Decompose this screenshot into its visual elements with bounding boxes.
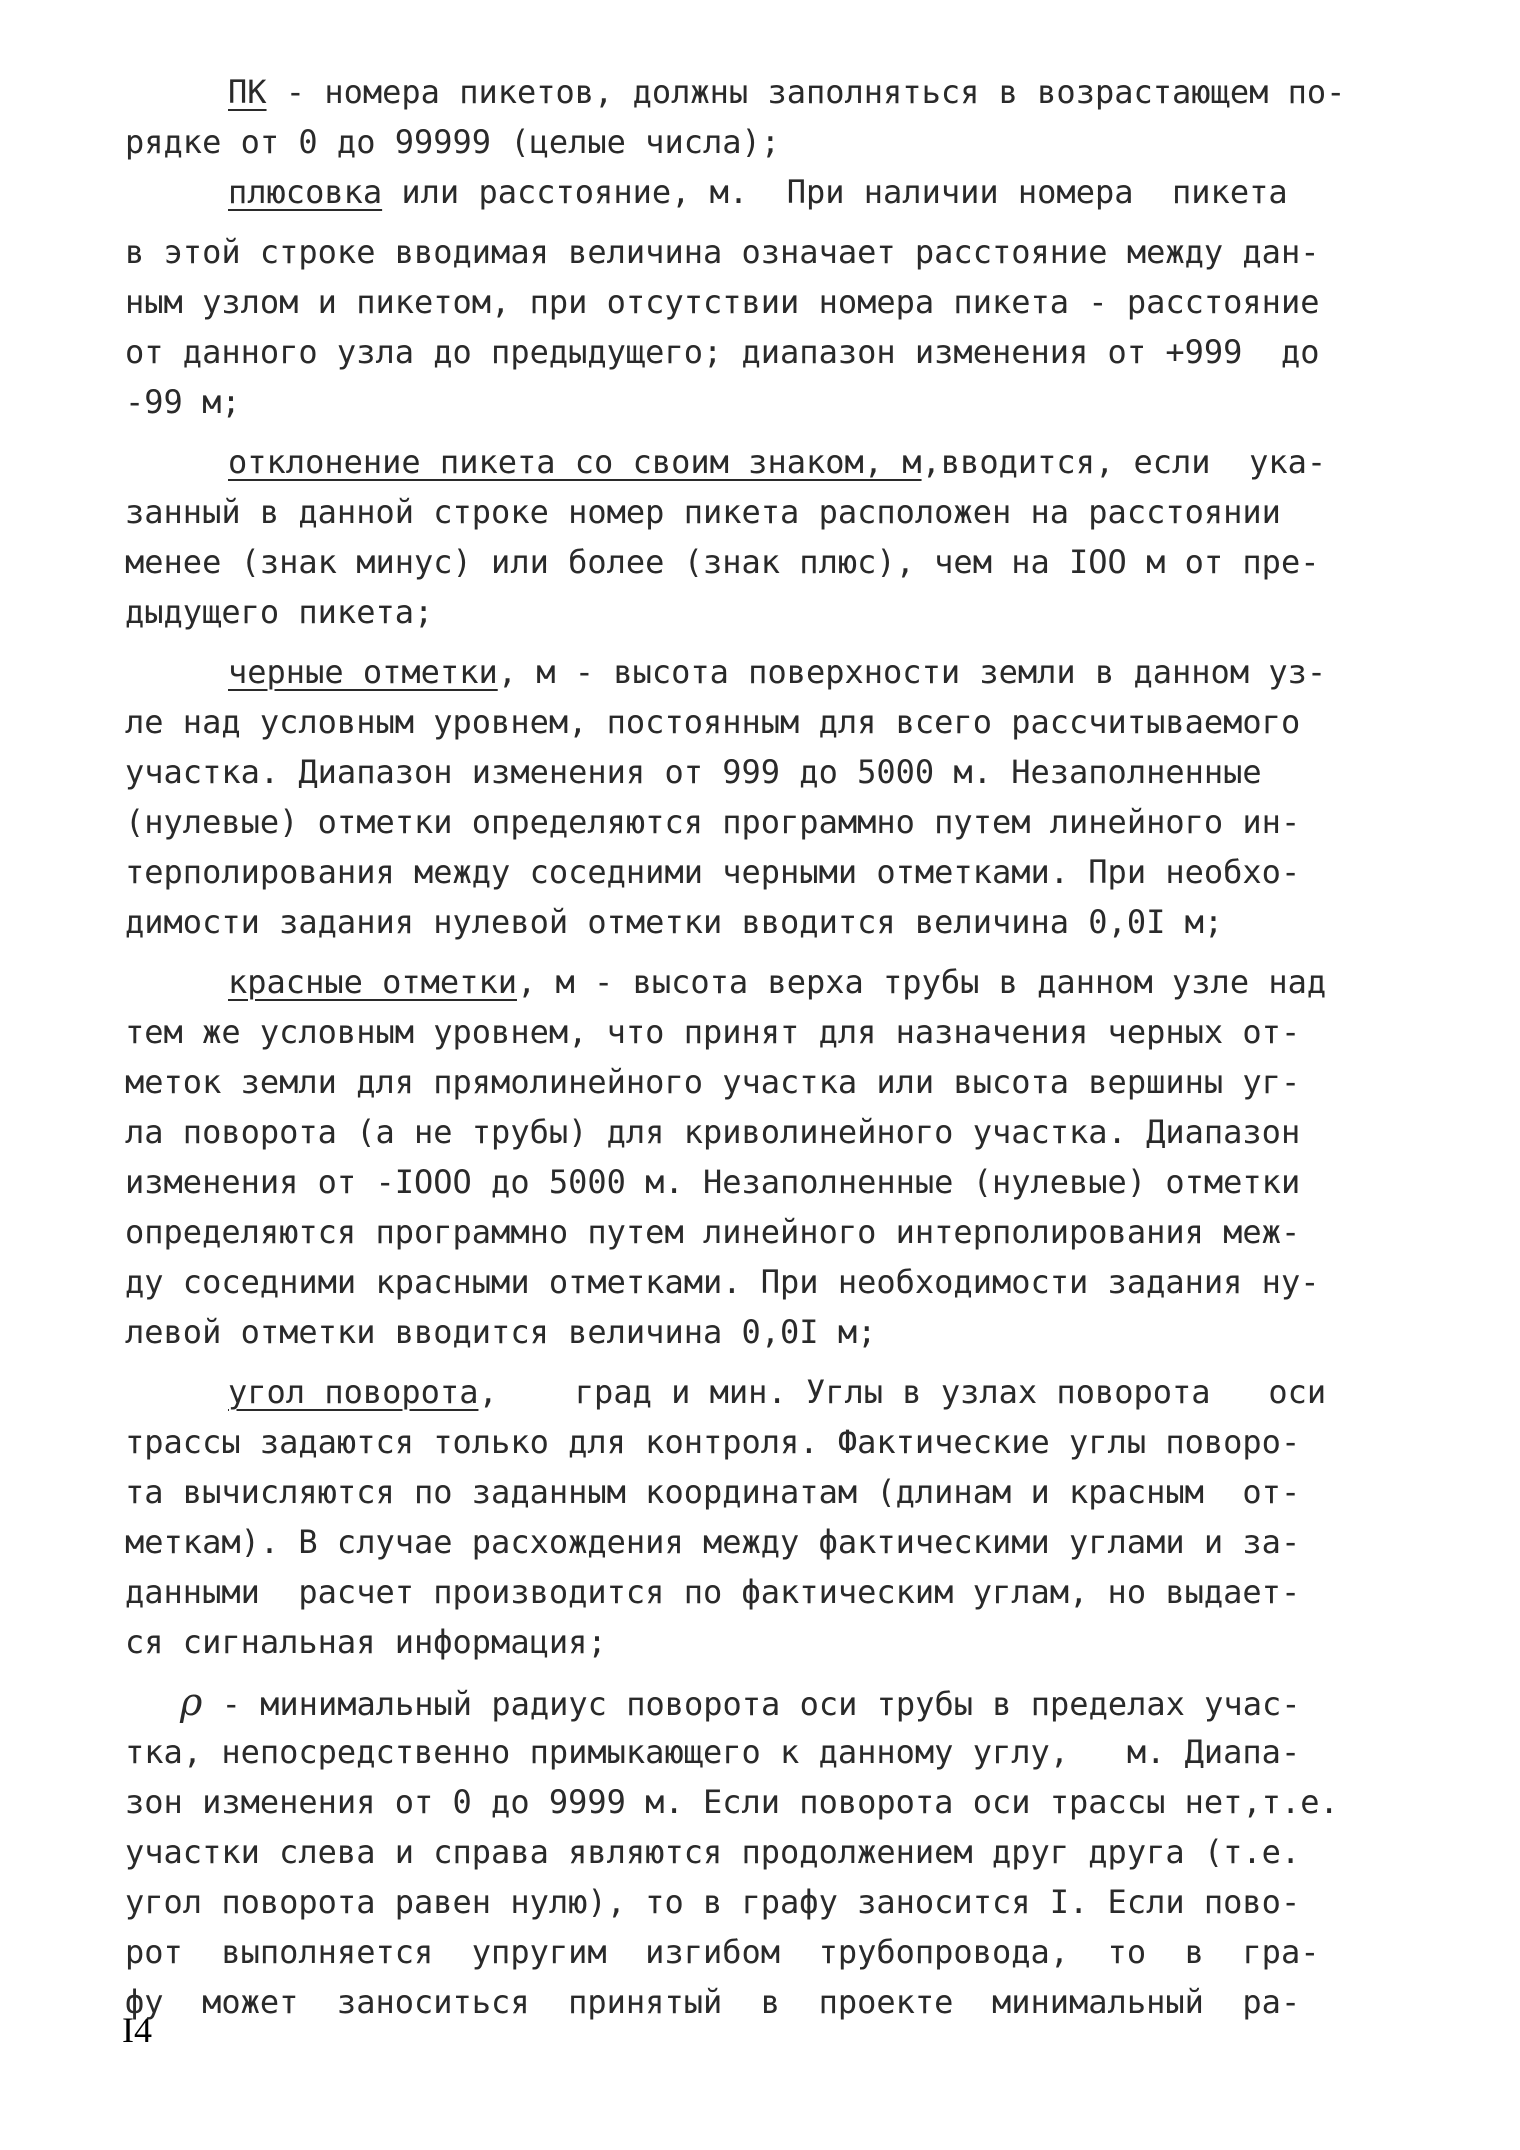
line-text: тка, непосредственно примыкающего к данному углу, м. Диапа- (125, 1733, 1301, 1771)
line-text: ,вводится, если ука- (921, 443, 1327, 481)
text-line (125, 1207, 1300, 1257)
text-line (228, 437, 1326, 487)
line-text: трассы задаются только для контроля. Фактические углы поворо- (125, 1423, 1301, 1461)
line-text: ла поворота (а не трубы) для криволинейного участка. Диапазон (125, 1113, 1301, 1151)
text-line (125, 797, 1300, 847)
line-text: левой отметки вводится величина 0,0I м; (125, 1313, 877, 1351)
line-text: участка. Диапазон изменения от 999 до 5000 м. Незаполненные (125, 753, 1262, 791)
underlined-term: красные отметки (228, 963, 517, 1001)
text-line (125, 587, 433, 637)
underlined-term: угол поворота (228, 1373, 479, 1411)
line-text: или расстояние, м. При наличии номера пикета (382, 173, 1288, 211)
rho-symbol: ρ (180, 1680, 203, 1724)
text-line (125, 1107, 1300, 1157)
line-text: рядке от 0 до 99999 (целые числа); (125, 123, 781, 161)
text-line (228, 647, 1326, 697)
text-line (125, 1007, 1300, 1057)
text-line (125, 1617, 607, 1667)
line-text: рот выполняется упругим изгибом трубопровода, то в гра- (125, 1933, 1320, 1971)
underlined-term: ПК (228, 73, 267, 111)
line-text: изменения от -IOOO до 5000 м. Незаполненные (нулевые) отметки (125, 1163, 1301, 1201)
text-line (125, 1257, 1319, 1307)
text-line (125, 1517, 1300, 1567)
text-line (125, 1927, 1319, 1977)
line-text: , град и мин. Углы в узлах поворота оси (478, 1373, 1327, 1411)
line-text: -99 м; (125, 383, 241, 421)
line-text: фу может заноситься принятый в проекте минимальный ра- (125, 1983, 1301, 2021)
underlined-term: отклонение пикета со своим знаком, м (228, 443, 922, 481)
line-text: зон изменения от 0 до 9999 м. Если поворота оси трассы нет,т.е. (125, 1783, 1339, 1821)
text-line (228, 957, 1326, 1007)
line-text: в этой строке вводимая величина означает расстояние между дан- (125, 233, 1320, 271)
text-line (180, 1677, 1300, 1727)
line-text: участки слева и справа являются продолжением друг друга (т.е. (125, 1833, 1301, 1871)
text-line (125, 1777, 1339, 1827)
line-text: занный в данной строке номер пикета расположен на расстоянии (125, 493, 1281, 531)
text-line (125, 1417, 1300, 1467)
line-text: угол поворота равен нулю), то в графу заносится I. Если пово- (125, 1883, 1301, 1921)
text-line (125, 847, 1300, 897)
text-line (125, 1307, 876, 1357)
line-text: менее (знак минус) или более (знак плюс), чем на IOO м от пре- (125, 543, 1320, 581)
line-text: ся сигнальная информация; (125, 1623, 607, 1661)
text-line (125, 537, 1319, 587)
line-text: меткам). В случае расхождения между фактическими углами и за- (125, 1523, 1301, 1561)
line-text: димости задания нулевой отметки вводится величина 0,0I м; (125, 903, 1224, 941)
text-line (125, 327, 1319, 377)
line-text: , м - высота поверхности земли в данном уз- (497, 653, 1327, 691)
line-text: от данного узла до предыдущего; диапазон изменения от +999 до (125, 333, 1320, 371)
line-text: определяются программно путем линейного интерполирования меж- (125, 1213, 1301, 1251)
line-text: (нулевые) отметки определяются программно путем линейного ин- (125, 803, 1301, 841)
line-text: - номера пикетов, должны заполняться в возрастающем по- (266, 73, 1346, 111)
text-line (125, 1567, 1300, 1617)
text-line (228, 167, 1288, 217)
text-line (125, 747, 1262, 797)
text-line (125, 487, 1281, 537)
line-text: терполирования между соседними черными отметками. При необхо- (125, 853, 1301, 891)
text-line (125, 1467, 1300, 1517)
text-line (125, 697, 1300, 747)
line-text: ду соседними красными отметками. При необходимости задания ну- (125, 1263, 1320, 1301)
line-text: данными расчет производится по фактическим углам, но выдает- (125, 1573, 1301, 1611)
text-line (125, 377, 241, 427)
line-text: ле над условным уровнем, постоянным для всего рассчитываемого (125, 703, 1301, 741)
text-line (125, 227, 1319, 277)
text-line (125, 1057, 1300, 1107)
line-text: ным узлом и пикетом, при отсутствии номера пикета - расстояние (125, 283, 1320, 321)
text-line (125, 277, 1319, 327)
page-number: I4 (122, 2010, 152, 2050)
text-line (125, 1977, 1300, 2027)
text-line (125, 897, 1223, 947)
line-text: - минимальный радиус поворота оси трубы в пределах учас- (202, 1685, 1301, 1723)
underlined-term: черные отметки (228, 653, 498, 691)
text-line (125, 1877, 1300, 1927)
line-text: меток земли для прямолинейного участка или высота вершины уг- (125, 1063, 1301, 1101)
line-text: дыдущего пикета; (125, 593, 434, 631)
line-text: та вычисляются по заданным координатам (длинам и красным от- (125, 1473, 1301, 1511)
text-line (228, 1367, 1326, 1417)
text-line (125, 117, 780, 167)
line-text: , м - высота верха трубы в данном узле над (516, 963, 1327, 1001)
text-line (125, 1157, 1300, 1207)
text-line (228, 67, 1345, 117)
line-text: тем же условным уровнем, что принят для назначения черных от- (125, 1013, 1301, 1051)
text-line (125, 1827, 1300, 1877)
text-line (125, 1727, 1300, 1777)
underlined-term: плюсовка (228, 173, 383, 211)
